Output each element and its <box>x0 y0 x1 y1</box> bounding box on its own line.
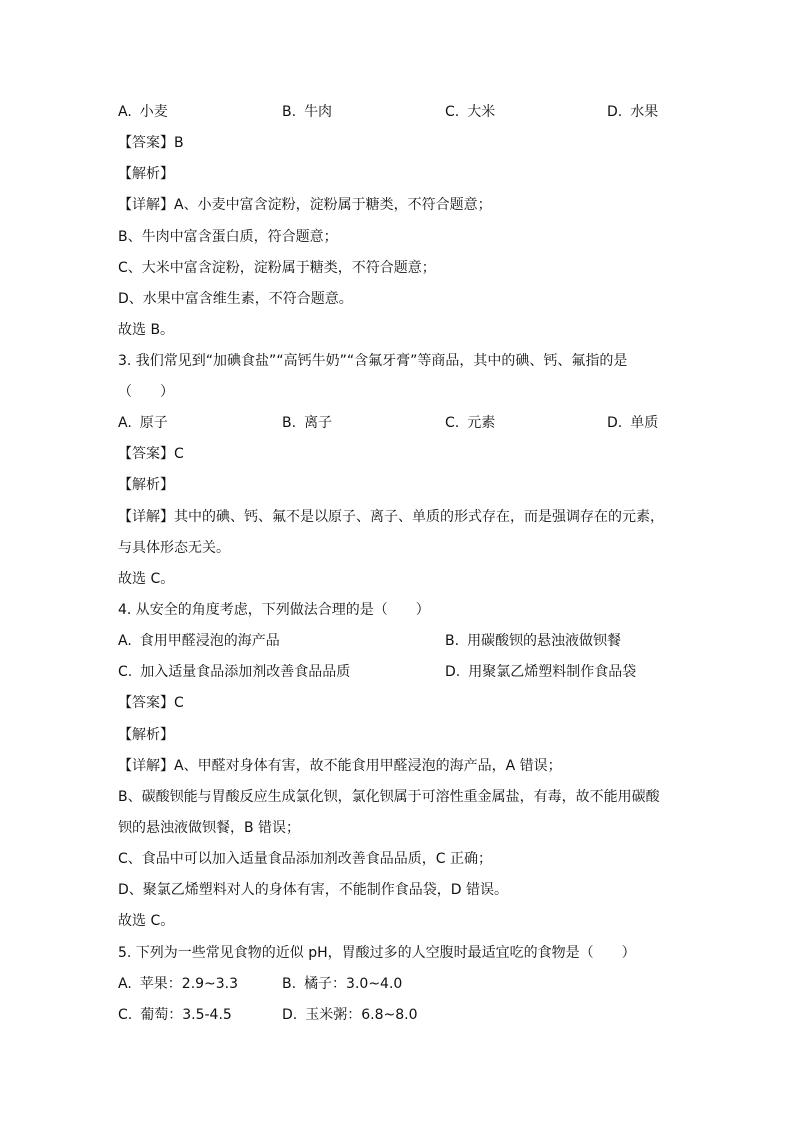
q5-option-b: B. 橘子：3.0~4.0 <box>282 976 403 992</box>
q3-stem-blank: （ ） <box>118 384 174 400</box>
q4-detail-line: 钡的悬浊液做钡餐，B 错误； <box>118 820 301 836</box>
q4-detail-line: 【详解】A、甲醛对身体有害，故不能食用甲醛浸泡的海产品，A 错误； <box>118 758 562 774</box>
q5-options-row-1 <box>118 969 678 1000</box>
q2-answer: 【答案】B <box>118 135 184 151</box>
q4-conclusion: 故选 C。 <box>118 913 175 929</box>
q3-analysis-heading: 【解析】 <box>118 477 174 493</box>
q2-option-c: C. 大米 <box>445 104 496 120</box>
q3-options <box>118 408 678 439</box>
q3-stem: 3. 我们常见到“加碘食盐”“高钙牛奶”“含氟牙膏”等商品，其中的碘、钙、氟指的是 <box>118 353 628 369</box>
q5-stem: 5. 下列为一些常见食物的近似 pH，胃酸过多的人空腹时最适宜吃的食物是（ ） <box>118 945 636 961</box>
q5-options-row-2 <box>118 1000 678 1031</box>
q4-option-c: C. 加入适量食品添加剂改善食品品质 <box>118 664 351 680</box>
q3-option-c: C. 元素 <box>445 415 496 431</box>
q2-conclusion: 故选 B。 <box>118 322 175 338</box>
q4-detail-line: B、碳酸钡能与胃酸反应生成氯化钡，氯化钡属于可溶性重金属盐，有毒，故不能用碳酸 <box>118 789 660 805</box>
q2-detail-line: 【详解】A、小麦中富含淀粉，淀粉属于糖类，不符合题意； <box>118 197 492 213</box>
q4-analysis-heading: 【解析】 <box>118 727 174 743</box>
q3-detail-line: 【详解】其中的碘、钙、氟不是以原子、离子、单质的形式存在，而是强调存在的元素， <box>118 509 664 525</box>
q2-analysis-heading: 【解析】 <box>118 166 174 182</box>
q5-option-d: D. 玉米粥：6.8~8.0 <box>282 1007 418 1023</box>
q2-option-a: A. 小麦 <box>118 104 168 120</box>
q3-option-a: A. 原子 <box>118 415 168 431</box>
q3-detail-line: 与具体形态无关。 <box>118 540 230 556</box>
q4-options-row-1 <box>118 626 678 657</box>
q2-detail-line: C、大米中富含淀粉，淀粉属于糖类，不符合题意； <box>118 260 436 276</box>
q4-detail-line: D、聚氯乙烯塑料对人的身体有害，不能制作食品袋，D 错误。 <box>118 882 509 898</box>
q5-option-a: A. 苹果：2.9~3.3 <box>118 976 239 992</box>
q4-option-a: A. 食用甲醛浸泡的海产品 <box>118 633 280 649</box>
q3-conclusion: 故选 C。 <box>118 571 175 587</box>
q4-stem: 4. 从安全的角度考虑，下列做法合理的是（ ） <box>118 602 430 618</box>
q3-option-d: D. 单质 <box>607 415 659 431</box>
q2-option-d: D. 水果 <box>607 104 659 120</box>
q2-detail-line: D、水果中富含维生素，不符合题意。 <box>118 291 353 307</box>
q2-detail-line: B、牛肉中富含蛋白质，符合题意； <box>118 229 338 245</box>
q5-option-c: C. 葡萄：3.5-4.5 <box>118 1007 232 1023</box>
q3-answer: 【答案】C <box>118 446 184 462</box>
q2-options <box>118 97 678 128</box>
q4-detail-line: C、食品中可以加入适量食品添加剂改善食品品质，C 正确； <box>118 851 492 867</box>
q2-option-b: B. 牛肉 <box>282 104 333 120</box>
q4-option-d: D. 用聚氯乙烯塑料制作食品袋 <box>445 664 637 680</box>
q4-option-b: B. 用碳酸钡的悬浊液做钡餐 <box>445 633 622 649</box>
q4-answer: 【答案】C <box>118 695 184 711</box>
q4-options-row-2 <box>118 657 678 688</box>
q3-option-b: B. 离子 <box>282 415 333 431</box>
